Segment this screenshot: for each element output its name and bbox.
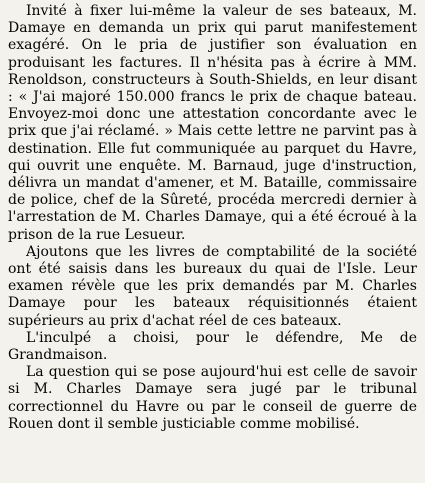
article-paragraph-1: Invité à fixer lui-même la valeur de ses bateaux, M. Damaye en demanda un prix qui parut manifestement exagéré. On le pria de justifier son évaluation en produisant les factures. Il n'hésita pas à écrire à MM. Renoldson, constructeurs à South-Shields, en leur disant : « J'ai majoré 150.000 francs le prix de chaque bateau. Envoyez-moi donc une attestation concordante avec le prix que j'ai réclamé. » Mais cette lettre ne parvint pas à destination. Elle fut communiquée au parquet du Havre, qui ouvrit une enquête. M. Barnaud, juge d'instruction, délivra un mandat d'amener, et M. Bataille, commissaire de police, chef de la Sûreté, procéda mercredi dernier à l'arrestation de M. Charles Damaye, qui a été écroué à la prison de la rue Lesueur.	[8, 3, 417, 243]
article-paragraph-2: Ajoutons que les livres de comptabilité de la société ont été saisis dans les bureaux du quai de l'Isle. Leur examen révèle que les prix demandés par M. Charles Damaye pour les bateaux réquisitionnés étaient supérieurs au prix d'achat réel de ces bateaux.	[8, 243, 417, 329]
article-paragraph-3: L'inculpé a choisi, pour le défendre, Me de Grandmaison.	[8, 329, 417, 364]
article-paragraph-4: La question qui se pose aujourd'hui est celle de savoir si M. Charles Damaye sera jugé par le tribunal correctionnel du Havre ou par le conseil de guerre de Rouen dont il semble justiciable comme mobilisé.	[8, 364, 417, 432]
